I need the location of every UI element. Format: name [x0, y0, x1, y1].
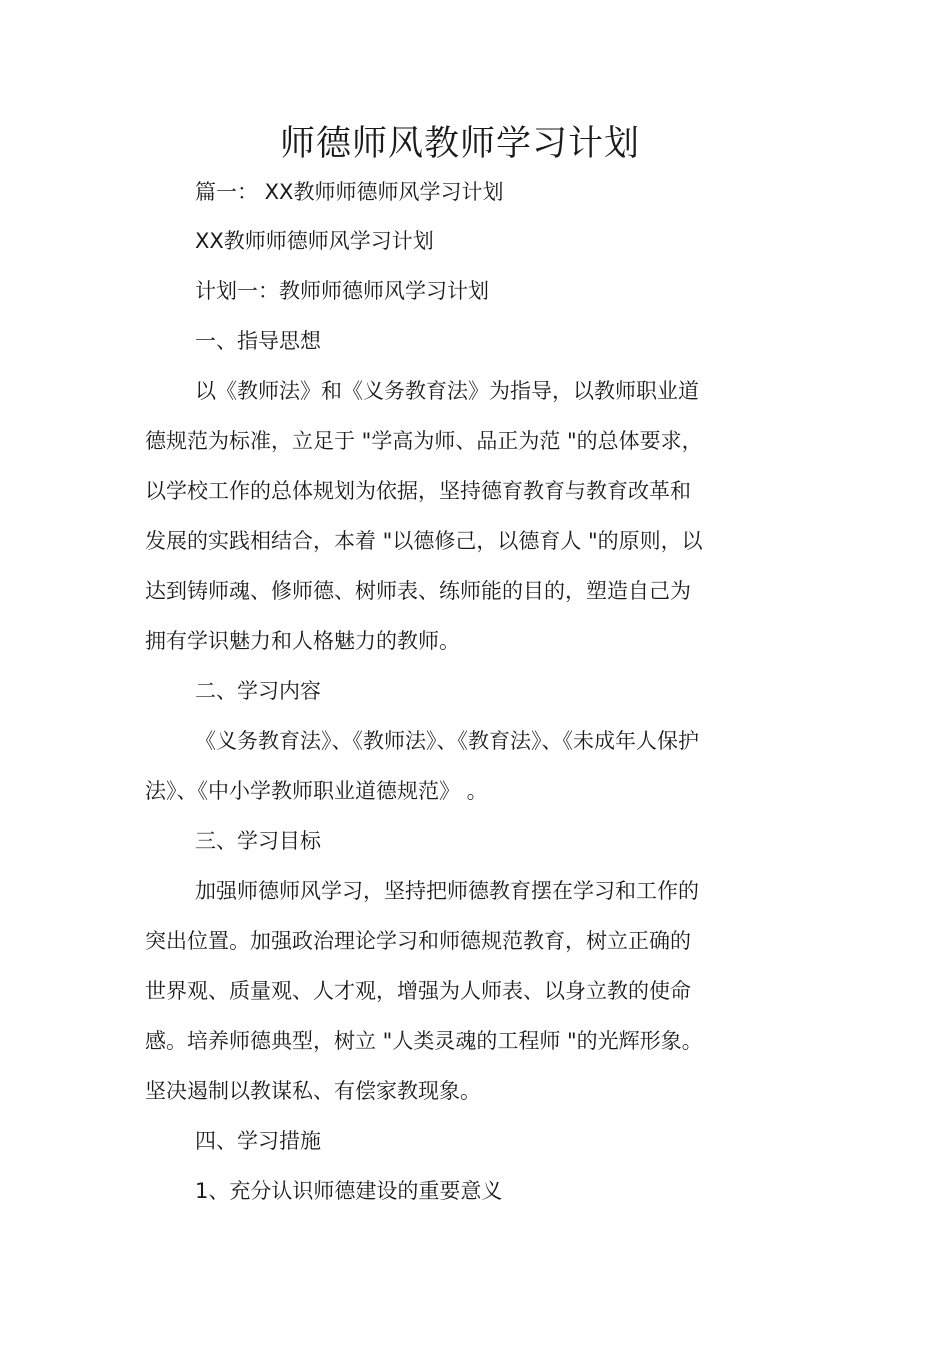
paragraph-line: 加强师德师风学习，坚持把师德教育摆在学习和工作的	[195, 879, 699, 903]
paragraph-line: 法》、《中小学教师职业道德规范》 。	[145, 779, 488, 803]
paragraph-line: 拥有学识魅力和人格魅力的教师。	[145, 629, 460, 653]
paragraph-line: 发展的实践相结合，本着 "以德修己，以德育人 "的原则，以	[145, 529, 703, 553]
heading-guiding-ideology: 一、指导思想	[195, 329, 321, 353]
paragraph-line: 德规范为标准，立足于 "学高为师、品正为范 "的总体要求，	[145, 429, 703, 453]
plan-subtitle: 计划一：教师师德师风学习计划	[195, 279, 489, 303]
document-title: 师德师风教师学习计划	[279, 124, 640, 164]
paragraph-line: 以《教师法》和《义务教育法》为指导，以教师职业道	[195, 379, 699, 403]
paragraph-line: 达到铸师魂、修师德、树师表、练师能的目的，塑造自己为	[145, 579, 691, 603]
paragraph-line: 以学校工作的总体规划为依据，坚持德育教育与教育改革和	[145, 479, 691, 503]
plan-title: XX教师师德师风学习计划	[195, 229, 434, 253]
heading-study-measures: 四、学习措施	[195, 1129, 321, 1153]
paragraph-line: 坚决遏制以教谋私、有偿家教现象。	[145, 1079, 481, 1103]
paragraph-line: 《义务教育法》、《教师法》、《教育法》、《未成年人保护	[195, 729, 699, 753]
paragraph-line: 世界观、质量观、人才观，增强为人师表、以身立教的使命	[145, 979, 691, 1003]
heading-study-goals: 三、学习目标	[195, 829, 321, 853]
paragraph-line: 感。培养师德典型，树立 "人类灵魂的工程师 "的光辉形象。	[145, 1029, 703, 1053]
section-heading-part-one: 篇一： XX教师师德师风学习计划	[195, 180, 504, 204]
heading-study-content: 二、学习内容	[195, 679, 321, 703]
list-item: 1、充分认识师德建设的重要意义	[195, 1179, 503, 1203]
paragraph-line: 突出位置。加强政治理论学习和师德规范教育，树立正确的	[145, 929, 691, 953]
